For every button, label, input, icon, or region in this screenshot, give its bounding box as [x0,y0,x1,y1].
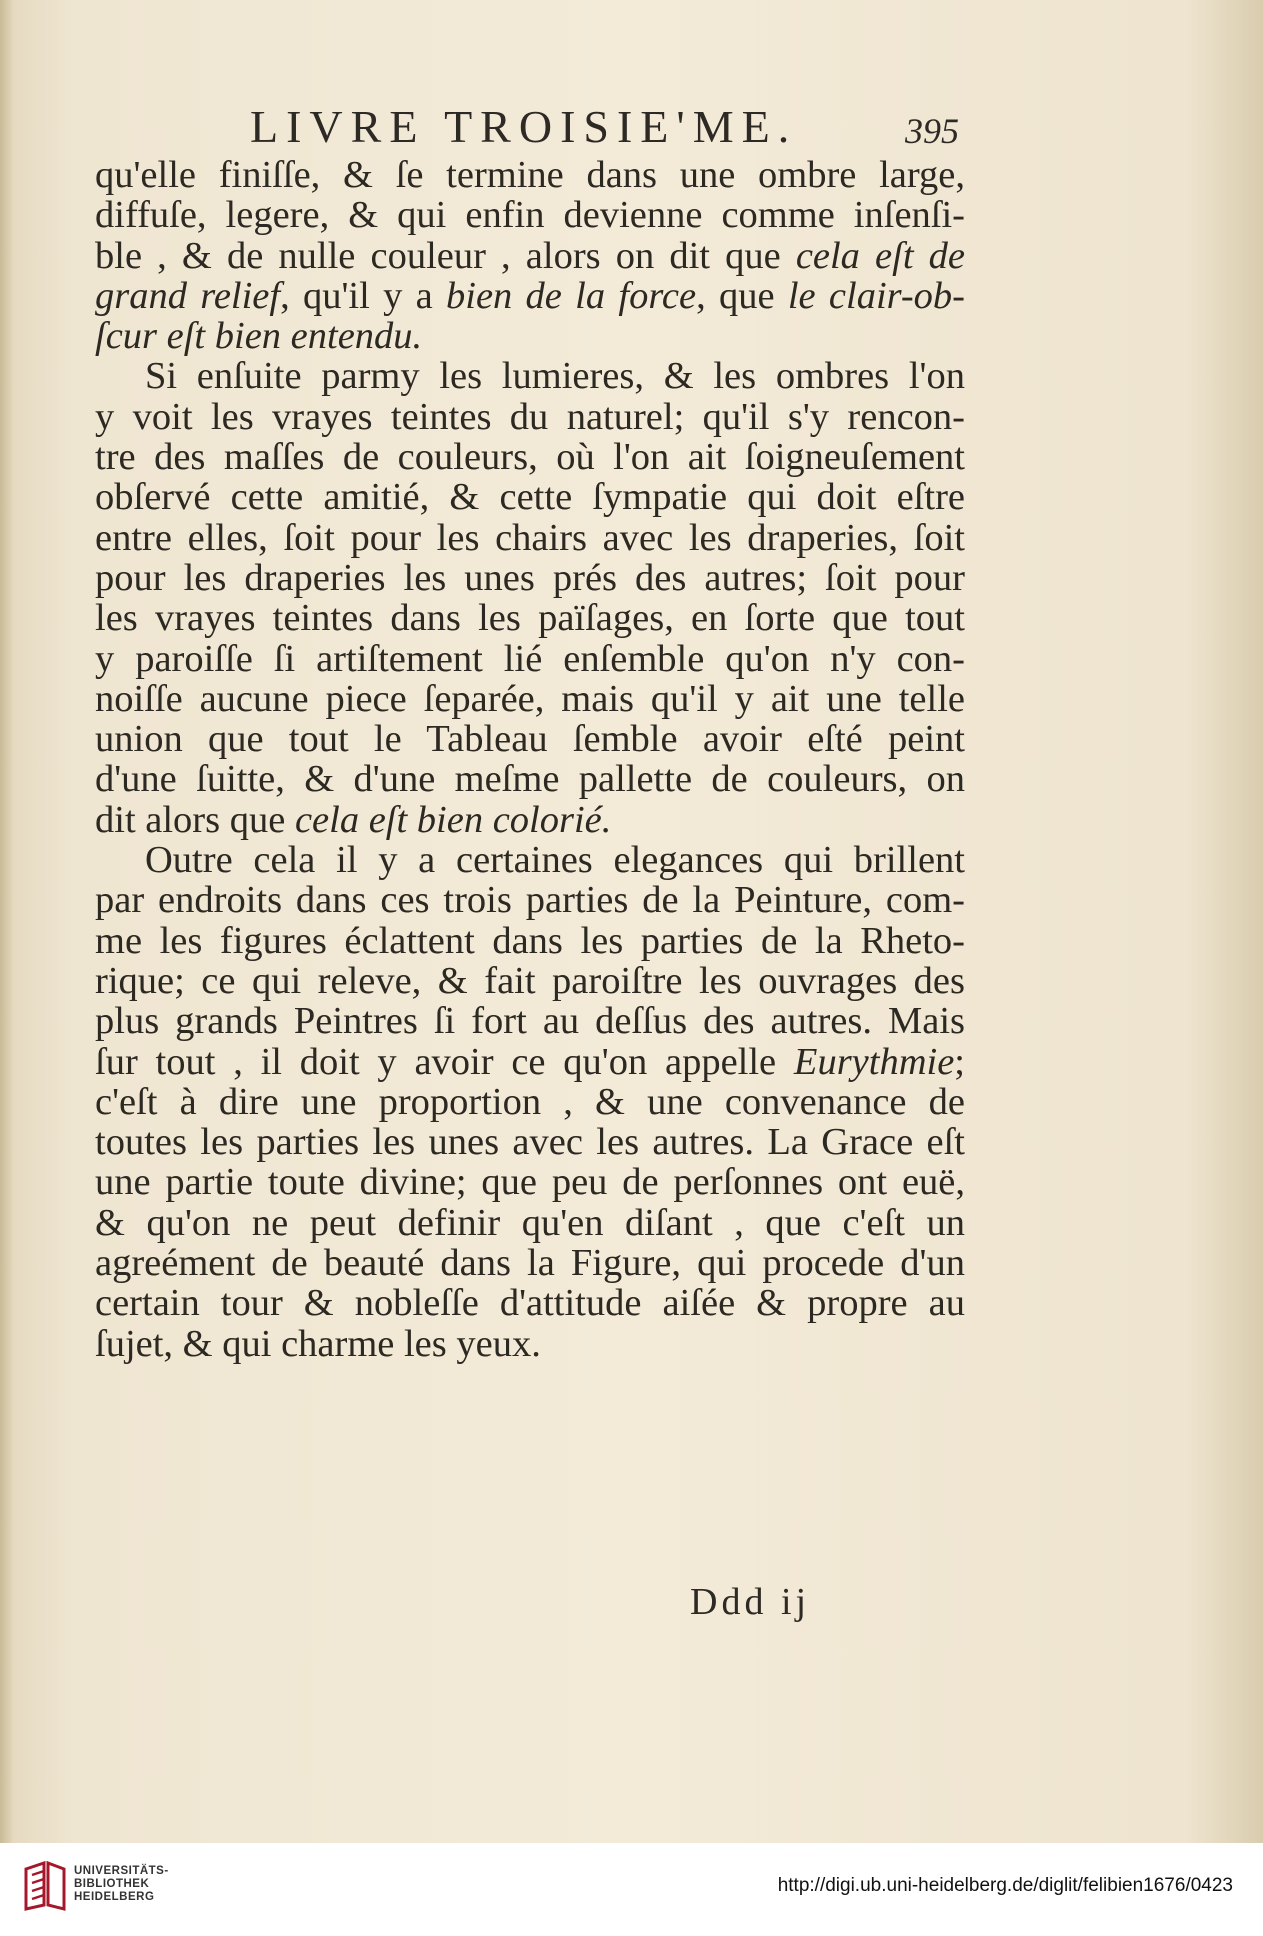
text-line [95,1042,965,1082]
italic-text-segment: Eurythmie [793,1040,955,1083]
library-name-line1: UNIVERSITÄTS- [74,1865,169,1877]
text-segment: qu'elle finiſſe, & ſe termine dans une ombre large, [95,154,965,196]
source-url-link[interactable]: http://digi.ub.uni-heidelberg.de/diglit/felibien1676/0423 [777,1875,1233,1896]
text-segment: une partie toute divine; que peu de perſonnes ont euë, [95,1161,965,1204]
text-line [95,598,965,638]
text-line [95,155,965,195]
text-segment: tre des maſſes de couleurs, où l'on ait ſoigneuſement [95,436,965,479]
library-name-line3: HEIDELBERG [74,1891,155,1903]
italic-text-segment: cela eſt bien colorié. [294,798,612,841]
text-line [95,236,965,276]
text-line [95,961,965,1001]
text-line [95,679,965,719]
text-line [95,1203,965,1243]
page-header [250,100,959,152]
text-line [95,921,965,961]
text-line [95,276,965,316]
text-segment: les vrayes teintes dans les païſages, en ſorte que tout [95,597,965,640]
text-line [95,1001,965,1041]
text-segment: & qu'on ne peut definir qu'en diſant , que c'eſt un [95,1201,965,1244]
text-line [95,437,965,477]
text-segment: ble , & de nulle couleur , alors on dit que [95,234,796,277]
text-line [95,639,965,679]
text-line [95,397,965,437]
italic-text-segment: grand relief [95,274,281,317]
text-segment: entre elles, ſoit pour les chairs avec les draperies, ſoit [95,516,965,559]
signature-mark: Ddd ij [690,1581,811,1623]
text-line [95,800,965,840]
body-text [95,155,965,1364]
text-line [95,880,965,920]
text-segment: , qu'il y a [280,274,446,317]
text-line [95,719,965,759]
text-segment: rique; ce qui releve, & fait paroiſtre les ouvrages des [95,959,965,1002]
text-segment: diffuſe, legere, & qui enfin devienne comme inſenſi- [95,194,965,237]
text-segment: agreément de beauté dans la Figure, qui procede d'un [95,1242,965,1285]
italic-text-segment: ſcur eſt bien entendu. [95,315,423,358]
text-segment: y paroiſſe ſi artiſtement lié enſemble qu'on n'y con- [95,637,965,680]
text-line [95,518,965,558]
italic-text-segment: le clair-ob- [787,274,966,317]
text-line [95,1122,965,1162]
text-segment: me les figures éclattent dans les parties de la Rheto- [95,919,965,962]
text-segment: toutes les parties les unes avec les autres. La Grace eſt [95,1121,965,1164]
text-segment: d'une ſuitte, & d'une meſme pallette de couleurs, on [95,758,965,801]
text-line [95,1082,965,1122]
text-segment: ; [954,1040,965,1083]
text-segment: ſujet, & qui charme les yeux. [95,1322,541,1365]
library-logo-icon [22,1861,68,1911]
text-line [95,1324,965,1364]
text-segment: Outre cela il y a certaines elegances qui brillent [145,839,965,882]
text-segment: , que [696,274,788,317]
page-number: 395 [905,111,959,151]
text-line [95,1283,965,1323]
text-line [95,1162,965,1202]
text-segment: noiſſe aucune piece ſeparée, mais qu'il y ait une telle [95,677,965,720]
italic-text-segment: cela eſt de [795,234,965,277]
text-segment: dit alors que [95,798,295,841]
text-line [95,558,965,598]
footer-bar [0,1843,1263,1936]
text-segment: union que tout le Tableau ſemble avoir eſté peint [95,718,965,761]
text-line [95,1243,965,1283]
text-segment: ſur tout , il doit y avoir ce qu'on appelle [95,1040,794,1083]
text-line [95,477,965,517]
text-segment: certain tour & nobleſſe d'attitude aiſée & propre au [95,1282,965,1325]
text-line [95,356,965,396]
text-segment: y voit les vrayes teintes du naturel; qu'il s'y rencon- [95,395,965,438]
text-line [95,759,965,799]
italic-text-segment: bien de la force [446,274,697,317]
text-line [95,316,965,356]
text-segment: plus grands Peintres ſi fort au deſſus des autres. Mais [95,1000,965,1043]
running-title: LIVRE TROISIE'ME. [250,101,798,152]
text-segment: par endroits dans ces trois parties de la Peinture, com- [95,879,965,922]
text-segment: Si enſuite parmy les lumieres, & les ombres l'on [145,355,965,398]
text-segment: c'eſt à dire une proportion , & une convenance de [95,1080,965,1123]
text-line [95,195,965,235]
text-segment: pour les draperies les unes prés des autres; ſoit pour [95,556,965,599]
page-gutter-shadow [0,0,14,1843]
text-line [95,840,965,880]
library-name-line2: BIBLIOTHEK [74,1878,150,1890]
library-name[interactable] [74,1865,169,1904]
text-segment: obſervé cette amitié, & cette ſympatie qui doit eſtre [95,476,965,519]
